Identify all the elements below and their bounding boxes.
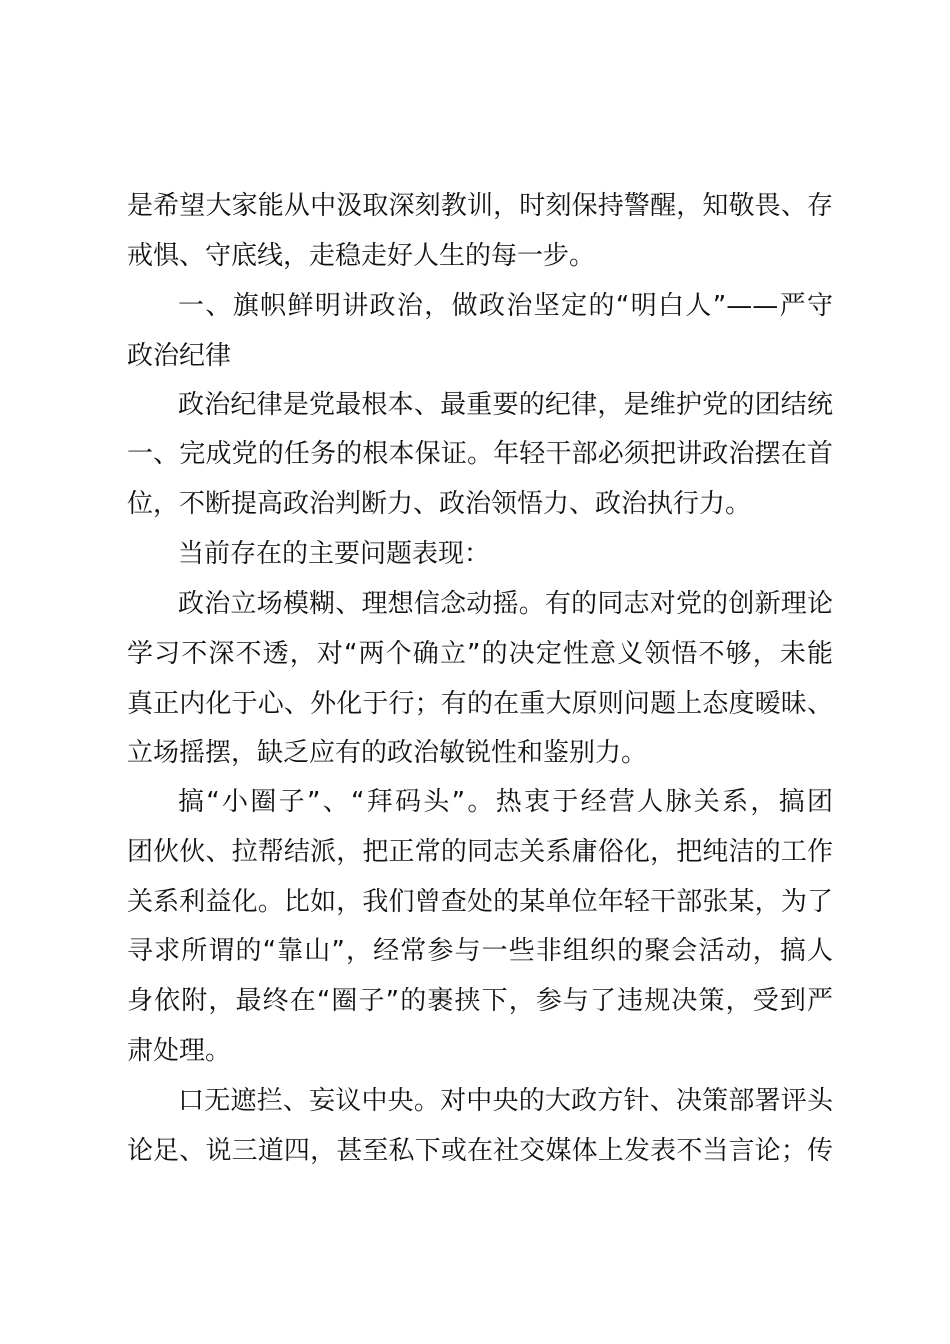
text-line: 团伙伙、拉帮结派，把正常的同志关系庸俗化，把纯洁的工作 (127, 837, 833, 867)
text-line: 学习不深不透，对“两个确立”的决定性意义领悟不够，未能 (127, 639, 833, 669)
text-line: 身依附，最终在“圈子”的裹挟下，参与了违规决策，受到严 (127, 986, 833, 1016)
text-line: 真正内化于心、外化于行；有的在重大原则问题上态度暧昧、 (127, 689, 833, 719)
text-line: 戒惧、守底线，走稳走好人生的每一步。 (127, 241, 596, 271)
text-line: 位，不断提高政治判断力、政治领悟力、政治执行力。 (127, 489, 752, 519)
text-line: 寻求所谓的“靠山”，经常参与一些非组织的聚会活动，搞人 (127, 936, 833, 966)
text-line: 是希望大家能从中汲取深刻教训，时刻保持警醒，知敬畏、存 (127, 191, 833, 221)
section-heading: 政治纪律 (127, 341, 232, 371)
text-line: 一、完成党的任务的根本保证。年轻干部必须把讲政治摆在首 (127, 439, 833, 469)
text-line: 肃处理。 (127, 1036, 232, 1066)
text-line: 立场摇摆，缺乏应有的政治敏锐性和鉴别力。 (127, 738, 648, 768)
text-line: 口无遮拦、妄议中央。对中央的大政方针、决策部署评头 (178, 1086, 833, 1116)
section-heading: 一、旗帜鲜明讲政治，做政治坚定的“明白人”——严守 (178, 291, 833, 321)
text-line: 关系利益化。比如，我们曾查处的某单位年轻干部张某，为了 (127, 887, 833, 917)
text-line: 政治立场模糊、理想信念动摇。有的同志对党的创新理论 (178, 589, 833, 619)
text-line: 论足、说三道四，甚至私下或在社交媒体上发表不当言论；传 (127, 1136, 833, 1166)
text-line: 当前存在的主要问题表现： (178, 539, 491, 569)
text-line: 搞“小圈子”、“拜码头”。热衷于经营人脉关系，搞团 (178, 787, 833, 817)
text-line: 政治纪律是党最根本、最重要的纪律，是维护党的团结统 (178, 390, 833, 420)
